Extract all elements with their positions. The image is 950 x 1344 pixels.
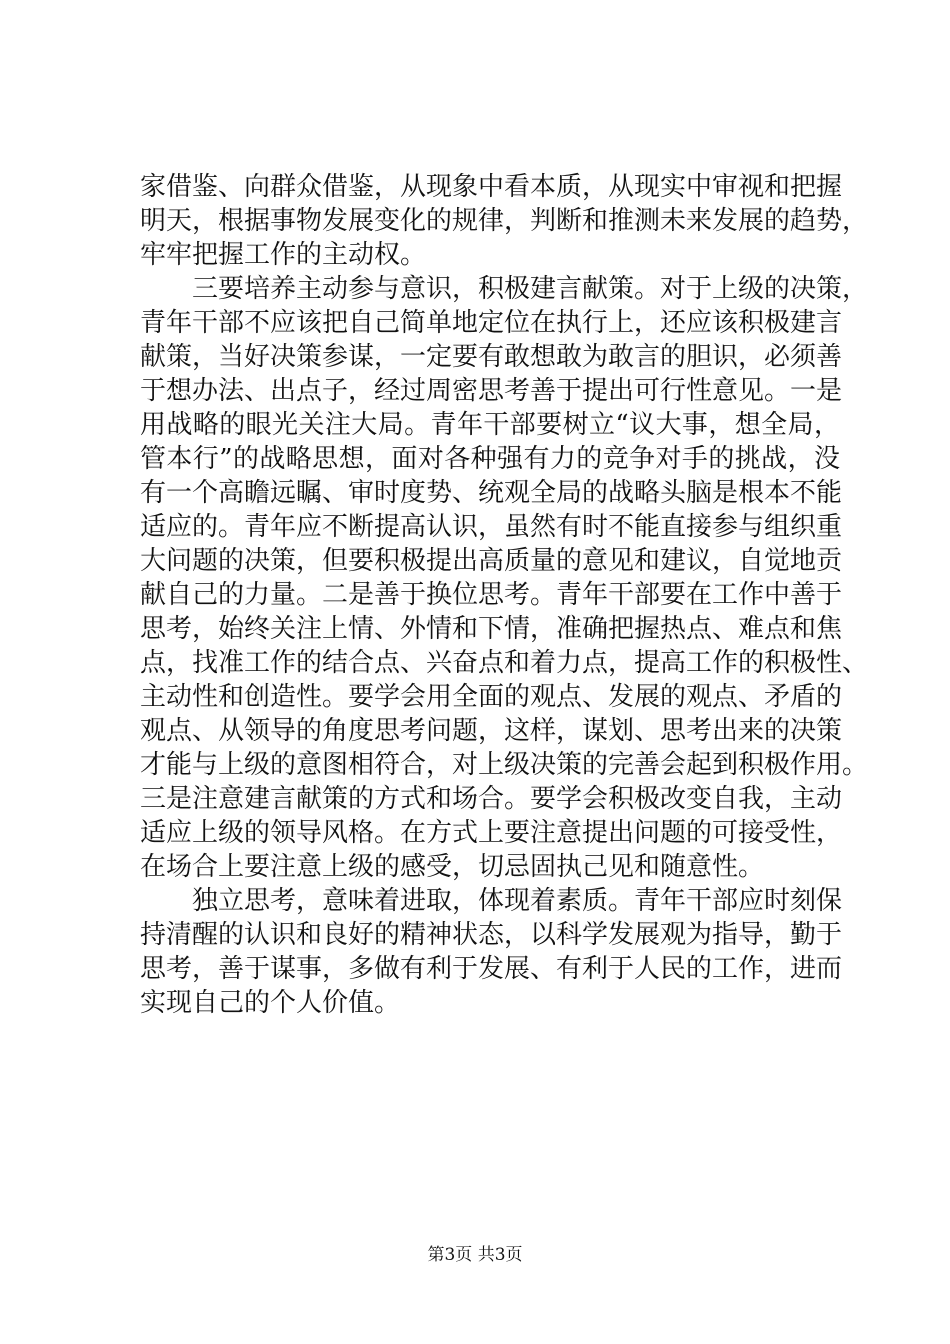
text-line: 有一个高瞻远瞩、审时度势、统观全局的战略头脑是根本不能 (140, 478, 843, 508)
text-line: 独立思考，意味着进取，体现着素质。青年干部应时刻保 (192, 886, 843, 916)
text-line: 用战略的眼光关注大局。青年干部要树立“议大事，想全局， (140, 410, 840, 440)
text-line: 明天，根据事物发展变化的规律，判断和推测未来发展的趋势， (140, 206, 869, 236)
text-line: 主动性和创造性。要学会用全面的观点、发展的观点、矛盾的 (140, 682, 843, 712)
text-line: 三是注意建言献策的方式和场合。要学会积极改变自我，主动 (140, 784, 843, 814)
text-line: 于想办法、出点子，经过周密思考善于提出可行性意见。一是 (140, 376, 843, 406)
text-line: 青年干部不应该把自己简单地定位在执行上，还应该积极建言 (140, 308, 843, 338)
text-line: 才能与上级的意图相符合，对上级决策的完善会起到积极作用。 (140, 750, 869, 780)
text-line: 实现自己的个人价值。 (140, 988, 401, 1018)
text-line: 三要培养主动参与意识，积极建言献策。对于上级的决策， (192, 274, 869, 304)
text-line: 适应的。青年应不断提高认识，虽然有时不能直接参与组织重 (140, 512, 843, 542)
text-line: 献自己的力量。二是善于换位思考。青年干部要在工作中善于 (140, 580, 843, 610)
text-line: 在场合上要注意上级的感受，切忌固执己见和随意性。 (140, 852, 765, 882)
text-line: 献策，当好决策参谋，一定要有敢想敢为敢言的胆识，必须善 (140, 342, 843, 372)
paragraph (140, 272, 869, 884)
paragraph (140, 170, 869, 272)
text-line: 管本行”的战略思想，面对各种强有力的竞争对手的挑战，没 (140, 444, 840, 474)
text-line: 适应上级的领导风格。在方式上要注意提出问题的可接受性， (140, 818, 843, 848)
text-line: 家借鉴、向群众借鉴，从现象中看本质，从现实中审视和把握 (140, 172, 843, 202)
paragraph (140, 884, 843, 1020)
text-line: 观点、从领导的角度思考问题，这样，谋划、思考出来的决策 (140, 716, 843, 746)
text-line: 点，找准工作的结合点、兴奋点和着力点，提高工作的积极性、 (140, 648, 869, 678)
text-line: 思考，始终关注上情、外情和下情，准确把握热点、难点和焦 (140, 614, 843, 644)
text-line: 大问题的决策，但要积极提出高质量的意见和建议，自觉地贡 (140, 546, 843, 576)
text-line: 牢牢把握工作的主动权。 (140, 240, 427, 270)
page-footer: 第3页 共3页 (427, 1245, 523, 1265)
body-text (140, 170, 869, 1020)
text-line: 思考，善于谋事，多做有利于发展、有利于人民的工作，进而 (140, 954, 843, 984)
text-line: 持清醒的认识和良好的精神状态，以科学发展观为指导，勤于 (140, 920, 843, 950)
